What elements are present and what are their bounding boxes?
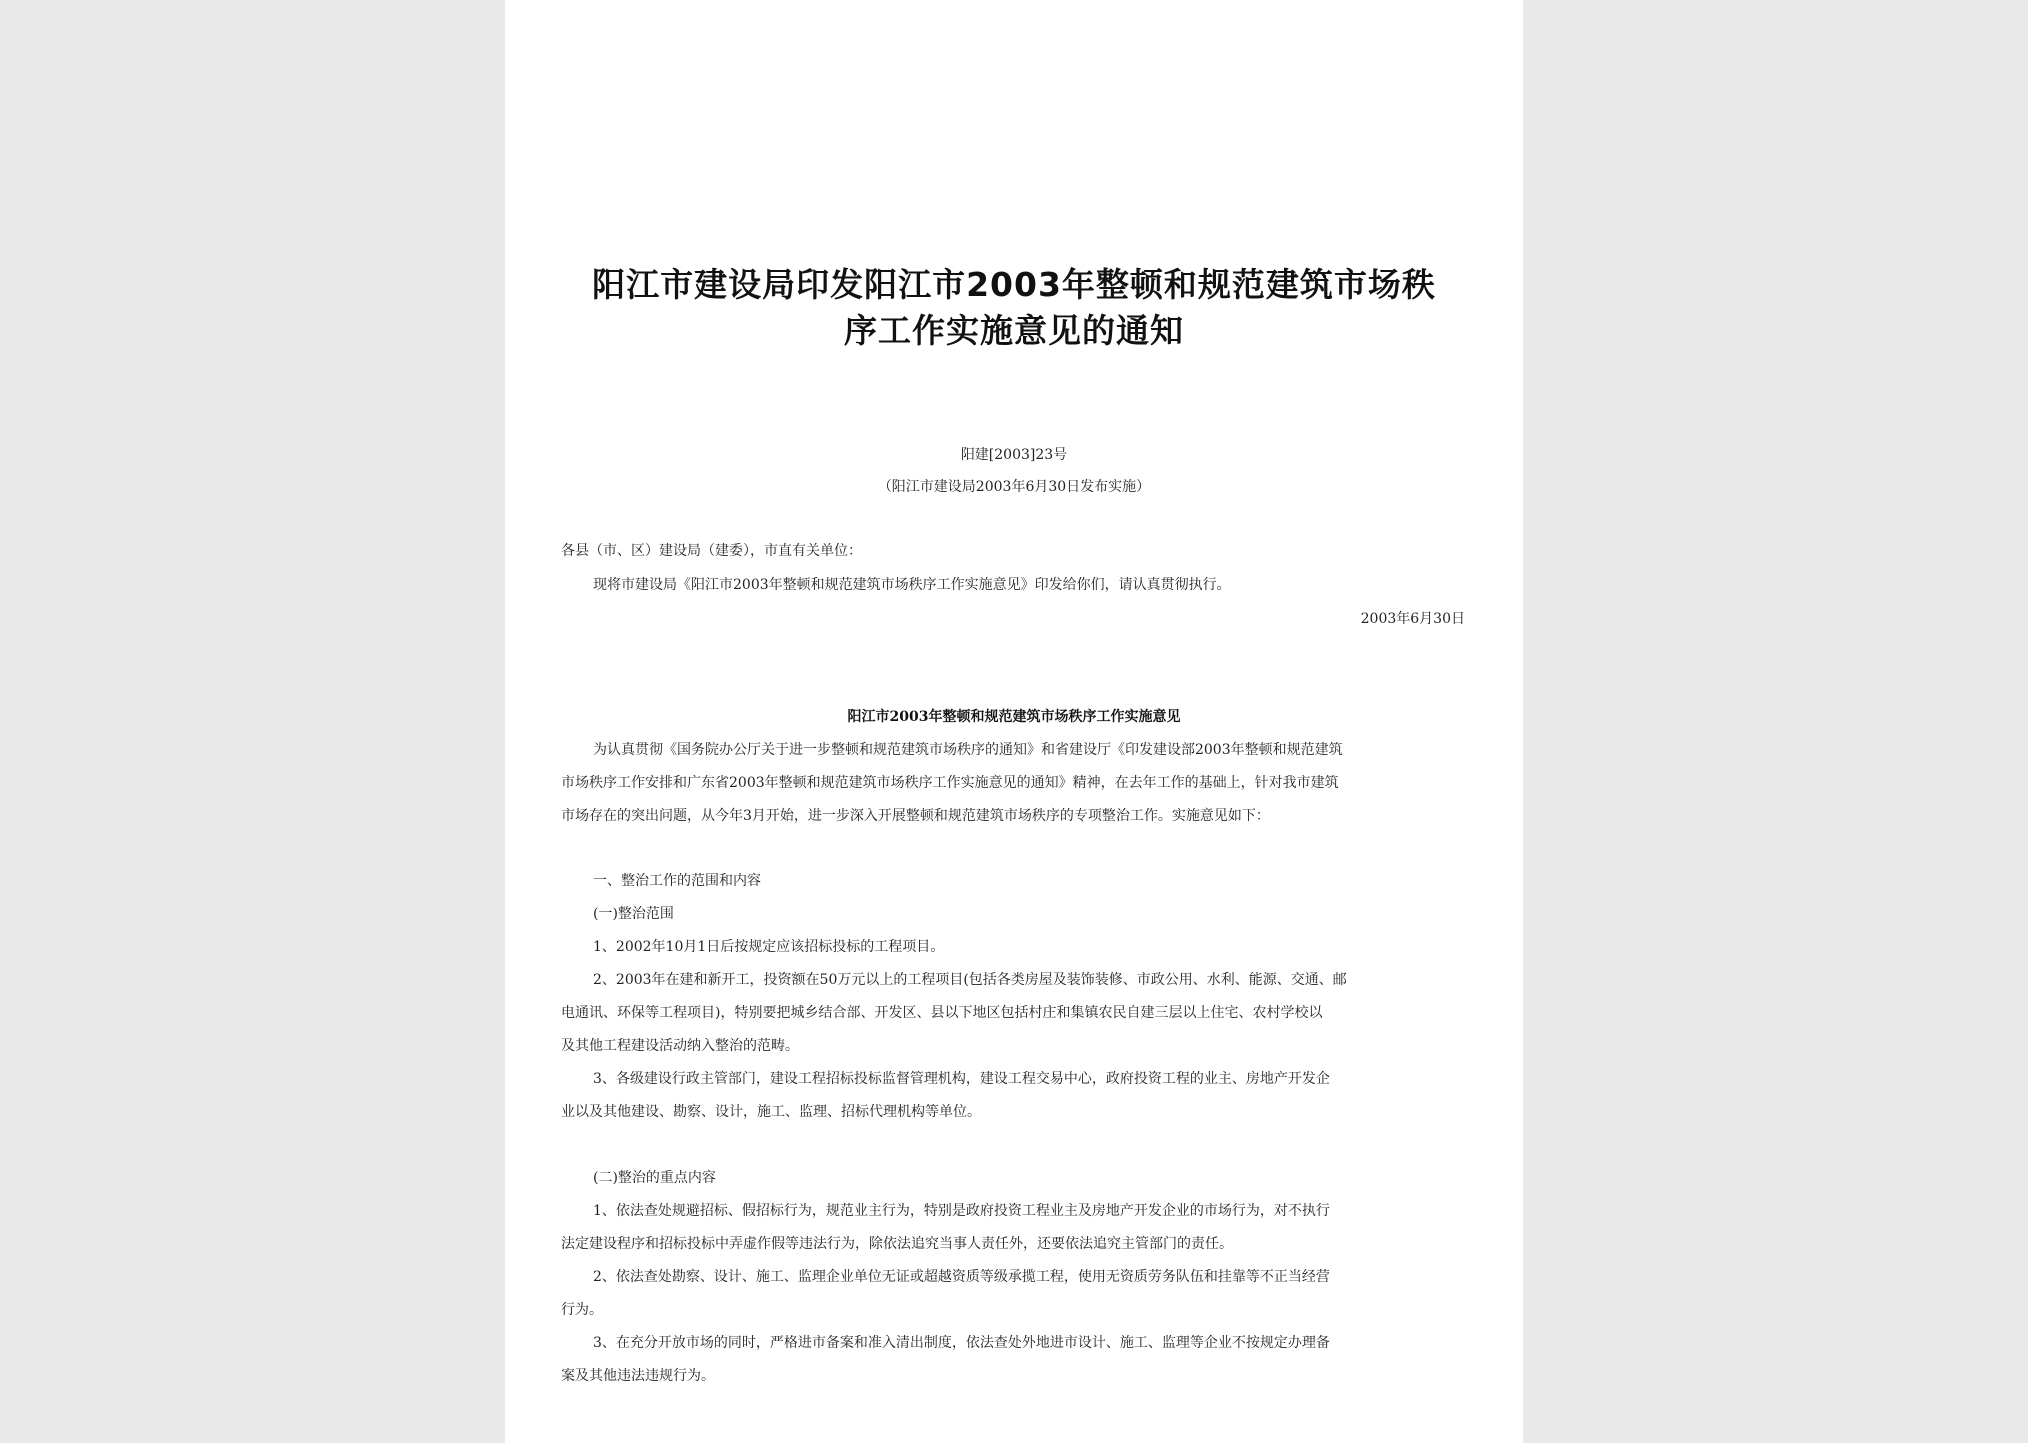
paragraph-line: 为认真贯彻《国务院办公厅关于进一步整顿和规范建筑市场秩序的通知》和省建设厅《印发建设部2003年整顿和规范建筑 <box>593 742 1343 758</box>
list-item-continued: 电通讯、环保等工程项目)，特别要把城乡结合部、开发区、县以下地区包括村庄和集镇农民自建三层以上住宅、农村学校以 <box>561 1005 1323 1021</box>
document-title <box>565 262 1463 354</box>
list-item: 3、在充分开放市场的同时，严格进市备案和准入清出制度，依法查处外地进市设计、施工、监理等企业不按规定办理备 <box>593 1335 1330 1351</box>
paragraph-line: 市场秩序工作安排和广东省2003年整顿和规范建筑市场秩序工作实施意见的通知》精神，在去年工作的基础上，针对我市建筑 <box>561 775 1339 791</box>
signature-date: 2003年6月30日 <box>1360 611 1465 627</box>
intro-paragraph: 现将市建设局《阳江市2003年整顿和规范建筑市场秩序工作实施意见》印发给你们，请认真贯彻执行。 <box>593 577 1231 593</box>
list-item-continued: 及其他工程建设活动纳入整治的范畴。 <box>561 1038 799 1054</box>
title-line-2: 序工作实施意见的通知 <box>844 311 1184 350</box>
list-item: 2、2003年在建和新开工，投资额在50万元以上的工程项目(包括各类房屋及装饰装修、市政公用、水利、能源、交通、邮 <box>593 972 1347 988</box>
subsection-heading: (二)整治的重点内容 <box>593 1170 716 1186</box>
addressee: 各县（市、区）建设局（建委），市直有关单位： <box>561 543 862 559</box>
document-number: 阳建[2003]23号 <box>960 447 1068 463</box>
list-item: 1、2002年10月1日后按规定应该招标投标的工程项目。 <box>593 939 945 955</box>
list-item: 3、各级建设行政主管部门，建设工程招标投标监督管理机构，建设工程交易中心，政府投资工程的业主、房地产开发企 <box>593 1071 1330 1087</box>
paragraph-line: 市场存在的突出问题，从今年3月开始，进一步深入开展整顿和规范建筑市场秩序的专项整治工作。实施意见如下： <box>561 808 1270 824</box>
issue-note: （阳江市建设局2003年6月30日发布实施） <box>877 479 1151 495</box>
list-item-continued: 案及其他违法违规行为。 <box>561 1368 715 1384</box>
list-item-continued: 业以及其他建设、勘察、设计，施工、监理、招标代理机构等单位。 <box>561 1104 981 1120</box>
title-line-1: 阳江市建设局印发阳江市2003年整顿和规范建筑市场秩 <box>592 265 1436 304</box>
section-heading: 一、整治工作的范围和内容 <box>593 873 761 889</box>
list-item-continued: 行为。 <box>561 1302 603 1318</box>
list-item: 1、依法查处规避招标、假招标行为，规范业主行为，特别是政府投资工程业主及房地产开发企业的市场行为，对不执行 <box>593 1203 1330 1219</box>
list-item-continued: 法定建设程序和招标投标中弄虚作假等违法行为，除依法追究当事人责任外，还要依法追究主管部门的责任。 <box>561 1236 1233 1252</box>
section-subtitle: 阳江市2003年整顿和规范建筑市场秩序工作实施意见 <box>847 709 1181 725</box>
subsection-heading: (一)整治范围 <box>593 906 674 922</box>
list-item: 2、依法查处勘察、设计、施工、监理企业单位无证或超越资质等级承揽工程，使用无资质劳务队伍和挂靠等不正当经营 <box>593 1269 1330 1285</box>
document-page <box>505 0 1523 1443</box>
